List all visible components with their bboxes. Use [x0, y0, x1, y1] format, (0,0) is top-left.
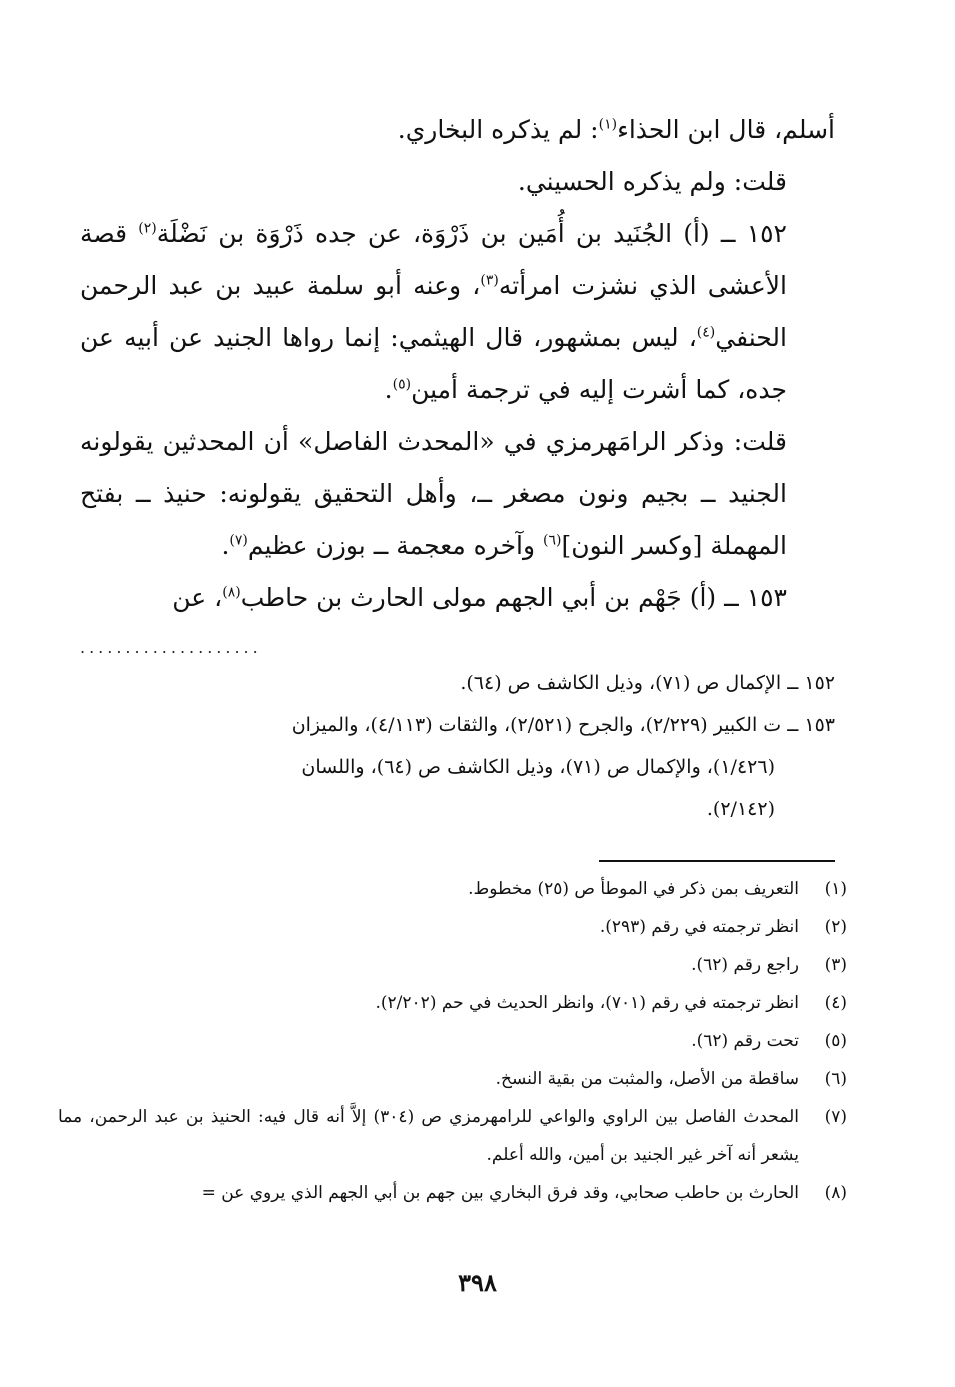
footnote-ref: (٣) — [480, 272, 499, 289]
paragraph-2 — [80, 156, 835, 208]
footnote-ref: (٤) — [696, 324, 716, 341]
footnote-number: (٤) — [824, 993, 847, 1013]
text-run: . — [221, 531, 230, 560]
footnote — [58, 946, 847, 984]
footnote-text: ساقطة من الأصل، والمثبت من بقية النسخ. — [495, 1069, 799, 1089]
footnote-number: (٣) — [824, 955, 847, 975]
paragraph-1 — [80, 104, 835, 156]
paragraph-4 — [80, 416, 835, 572]
footnote — [58, 870, 847, 908]
dotted-separator: .................... — [80, 638, 262, 657]
footnote-number: (٨) — [824, 1183, 847, 1203]
footnote-ref: (٦) — [543, 532, 562, 549]
reference-153-end: (٢/١٤٢). — [706, 798, 775, 820]
entry-153 — [80, 572, 835, 624]
footnote-number: (٥) — [824, 1031, 847, 1051]
text-run: ، وعنه أبو سلمة عبيد بن عبد الرحمن الحنفي — [80, 271, 787, 352]
footnote — [58, 984, 847, 1022]
text-run: أسلم، قال ابن الحذاء — [617, 115, 835, 144]
footnote-text: الحارث بن حاطب صحابي، وقد فرق البخاري بين جهم بن أبي الجهم الذي يروي عن = — [201, 1183, 799, 1203]
footnotes — [58, 870, 847, 1212]
footnote-number: (٦) — [824, 1069, 847, 1089]
reference-block — [80, 662, 835, 830]
reference-153-cont: (١/٤٢٦)، والإكمال ص (٧١)، وذيل الكاشف ص (٦٤)، واللسان — [301, 756, 775, 778]
footnote-number: (١) — [824, 879, 847, 899]
footnote-ref: (١) — [598, 116, 618, 133]
footnote-ref: (٢) — [138, 220, 157, 237]
footnote-ref: (٨) — [222, 584, 241, 601]
footnote-text: التعريف بمن ذكر في الموطأ ص (٢٥) مخطوط. — [468, 879, 799, 899]
entry-152 — [80, 208, 835, 416]
footnote-text: انظر ترجمته في رقم (٢٩٣). — [599, 917, 799, 937]
footnote-text: تحت رقم (٦٢). — [691, 1031, 799, 1051]
footnote-number: (٢) — [824, 917, 847, 937]
footnote — [58, 1098, 847, 1174]
reference-153: ١٥٣ ــ ت الكبير (٢/٢٢٩)، والجرح (٢/٥٢١)، والثقات (٤/١١٣)، والميزان — [291, 714, 835, 736]
reference-152: ١٥٢ ــ الإكمال ص (٧١)، وذيل الكاشف ص (٦٤). — [460, 672, 835, 694]
footnote — [58, 1022, 847, 1060]
page-number: ٣٩٨ — [458, 1268, 497, 1297]
text-run: ، عن — [172, 583, 223, 612]
footnote-text: المحدث الفاصل بين الراوي والواعي للرامهرمزي ص (٣٠٤) إلاَّ أنه قال فيه: الحنيذ بن عبد الرحمن، مما يشعر أنه آخر غير الجنيد بن أمين، والله أعلم. — [58, 1107, 799, 1165]
text-run: . — [384, 375, 393, 404]
footnote-ref: (٥) — [392, 376, 412, 393]
footnote-number: (٧) — [824, 1107, 847, 1127]
text-run: قلت: ولم يذكره الحسيني. — [517, 167, 787, 196]
footnote-ref: (٧) — [229, 532, 248, 549]
main-text — [80, 104, 835, 624]
footnote-text: راجع رقم (٦٢). — [691, 955, 799, 975]
text-run: ، ليس بمشهور، قال الهيثمي: إنما رواها الجنيد عن أبيه عن جده، كما أشرت إليه في ترجمة أمين — [80, 323, 787, 404]
text-run: وآخره معجمة ــ بوزن عظيم — [247, 531, 543, 560]
text-run: قلت: وذكر الرامَهرمزي في «المحدث الفاصل» أن المحدثين يقولونه الجنيد ــ بجيم ونون مصغر ــ، وأهل التحقيق يقولونه: حنيذ ــ بفتح المهملة [وكسر النون] — [80, 427, 787, 560]
footnote-rule — [599, 860, 835, 862]
text-run: ١٥٣ ــ (أ) جَهْم بن أبي الجهم مولى الحارث بن حاطب — [240, 583, 787, 612]
text-run: : لم يذكره البخاري. — [397, 115, 599, 144]
footnote-text: انظر ترجمته في رقم (٧٠١)، وانظر الحديث في حم (٢/٢٠٢). — [375, 993, 799, 1013]
text-run: قصة الأعشى الذي نشزت امرأته — [80, 219, 787, 300]
text-run: ١٥٢ ــ (أ) الجُنَيد بن أُمَين بن ذَرْوَة، عن جده ذَرْوَة بن نَضْلَة — [156, 219, 787, 248]
footnote — [58, 1060, 847, 1098]
footnote — [58, 908, 847, 946]
footnote — [58, 1174, 847, 1212]
